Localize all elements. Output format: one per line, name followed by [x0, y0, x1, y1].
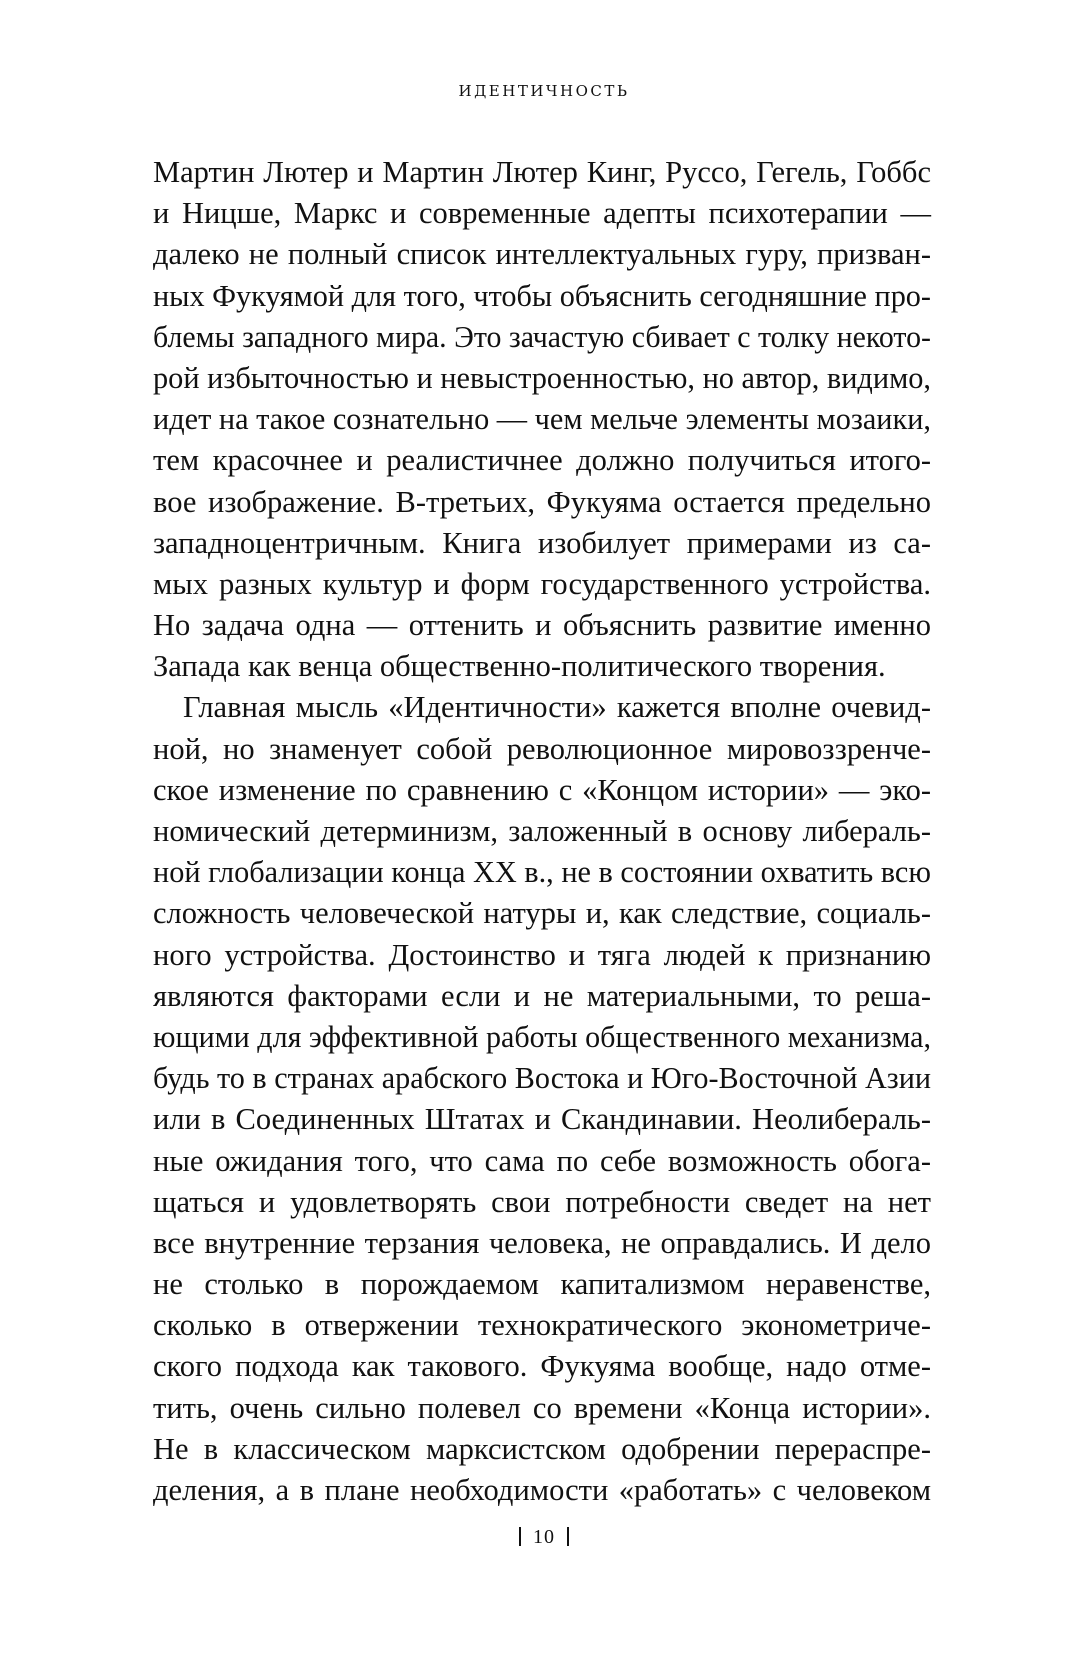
body-text	[153, 152, 931, 1511]
text-line: ющими для эффективной работы общественного механизма,	[153, 1019, 931, 1054]
text-line: и Ницше, Маркс и современные адепты психотерапии —	[153, 196, 931, 231]
text-line: не столько в порождаемом капитализмом неравенстве,	[153, 1267, 931, 1302]
text-line: ной глобализации конца XX в., не в состоянии охватить всю	[153, 855, 931, 890]
text-line: ной, но знаменует собой революционное мировоззренче-	[153, 731, 931, 766]
text-line: щаться и удовлетворять свои потребности сведет на нет	[153, 1184, 931, 1219]
text-line: ского подхода как такового. Фукуяма вообще, надо отме-	[153, 1349, 931, 1384]
text-line: ного устройства. Достоинство и тяга людей к признанию	[153, 937, 931, 972]
text-line: являются факторами если и не материальными, то реша-	[153, 978, 931, 1013]
text-line: Но задача одна — оттенить и объяснить развитие именно	[153, 608, 931, 643]
text-line: сколько в отвержении технократического эконометриче-	[153, 1308, 931, 1343]
page-number: 10	[533, 1526, 555, 1548]
text-line: Мартин Лютер и Мартин Лютер Кинг, Руссо, Гегель, Гоббс	[153, 155, 931, 189]
text-line: ные ожидания того, что сама по себе возможность обога-	[153, 1143, 931, 1178]
paragraph-1	[153, 152, 931, 687]
page-number-folio	[0, 1526, 1088, 1549]
text-line: Запада как венца общественно-политического творения.	[153, 649, 886, 684]
text-line: все внутренние терзания человека, не оправдались. И дело	[153, 1225, 931, 1260]
text-line: ское изменение по сравнению с «Концом истории» — эко-	[153, 772, 931, 807]
folio-bar-right	[567, 1527, 569, 1546]
text-line: далеко не полный список интеллектуальных гуру, призван-	[153, 237, 931, 272]
text-line: Не в классическом марксистском одобрении перераспре-	[153, 1431, 931, 1466]
text-line: номический детерминизм, заложенный в основу либераль-	[153, 814, 931, 848]
text-line: блемы западного мира. Это зачастую сбивает с толку некото-	[153, 319, 931, 354]
paragraph-2	[153, 687, 931, 1511]
text-line: тить, очень сильно полевел со времени «Конца истории».	[153, 1390, 931, 1425]
text-line: рой избыточностью и невыстроенностью, но автор, видимо,	[153, 360, 931, 395]
text-line: сложность человеческой натуры и, как следствие, социаль-	[153, 896, 931, 931]
text-line: западноцентричным. Книга изобилует примерами из са-	[153, 525, 931, 560]
text-line: будь то в странах арабского Востока и Юго-Восточной Азии	[153, 1061, 931, 1096]
text-line: тем красочнее и реалистичнее должно получиться итого-	[153, 443, 931, 478]
text-line: Главная мысль «Идентичности» кажется вполне очевид-	[183, 690, 931, 725]
text-line: или в Соединенных Штатах и Скандинавии. Неолибераль-	[153, 1102, 931, 1137]
text-line: деления, а в плане необходимости «работать» с человеком	[153, 1473, 931, 1507]
folio-bar-left	[519, 1527, 521, 1546]
text-line: мых разных культур и форм государственного устройства.	[153, 566, 931, 601]
text-line: ных Фукуямой для того, чтобы объяснить сегодняшние про-	[153, 278, 931, 313]
text-line: вое изображение. В-третьих, Фукуяма остается предельно	[153, 484, 931, 519]
text-line: идет на такое сознательно — чем мельче элементы мозаики,	[153, 402, 931, 437]
running-head: ИДЕНТИЧНОСТЬ	[458, 82, 630, 100]
